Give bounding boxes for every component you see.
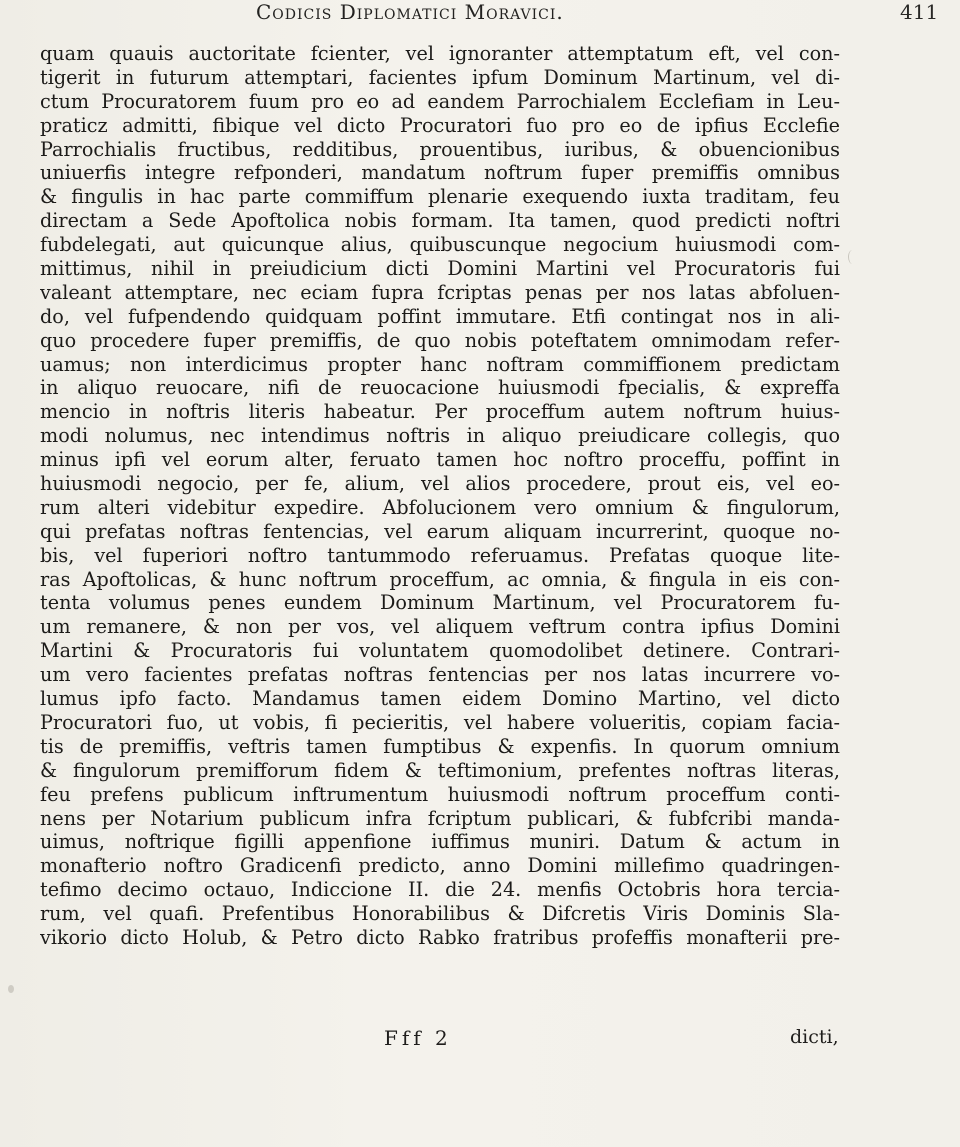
text-line: & fingulorum premifforum fidem & teftimonium, prefentes noftras literas, [40,758,840,782]
text-line: tenta volumus penes eundem Dominum Martinum, vel Procuratorem fu- [40,591,840,615]
text-line: uimus, noftrique figilli appenfione iuffimus muniri. Datum & actum in [40,830,840,854]
text-line: praticz admitti, fibique vel dicto Procuratori fuo pro eo de ipfius Ecclefie [40,113,840,137]
text-line: lumus ipfo facto. Mandamus tamen eidem Domino Martino, vel dicto [40,687,840,711]
text-line: vikorio dicto Holub, & Petro dicto Rabko fratribus profeffis monafterii pre- [40,925,840,949]
text-line: nens per Notarium publicum infra fcriptum publicari, & fubfcribi manda- [40,806,840,830]
text-line: directam a Sede Apoftolica nobis formam. Ita tamen, quod predicti noftri [40,209,840,233]
text-line: quo procedere fuper premiffis, de quo nobis poteftatem omnimodam refer- [40,328,840,352]
text-line: um remanere, & non per vos, vel aliquem veftrum contra ipfius Domini [40,615,840,639]
page-number: 411 [900,0,939,24]
body-text [40,42,840,950]
text-line: mencio in noftris literis habeatur. Per proceffum autem noftrum huius- [40,400,840,424]
text-line: ctum Procuratorem fuum pro eo ad eandem Parrochialem Ecclefiam in Leu- [40,89,840,113]
text-line: mittimus, nihil in preiudicium dicti Domini Martini vel Procuratoris fui [40,257,840,281]
text-line: uniuerfis integre refponderi, mandatum noftrum fuper premiffis omnibus [40,161,840,185]
text-line: do, vel fufpendendo quidquam poffint immutare. Etfi contingat nos in ali- [40,304,840,328]
text-line: um vero facientes prefatas noftras fentencias per nos latas incurrere vo- [40,663,840,687]
text-line: bis, vel fuperiori noftro tantummodo referuamus. Prefatas quoque lite- [40,543,840,567]
text-line: in aliquo reuocare, nifi de reuocacione huiusmodi fpecialis, & expreffa [40,376,840,400]
text-line: monafterio noftro Gradicenfi predicto, anno Domini millefimo quadringen- [40,854,840,878]
text-line: rum alteri videbitur expedire. Abfolucionem vero omnium & fingulorum, [40,495,840,519]
text-line: ras Apoftolicas, & hunc noftrum proceffum, ac omnia, & fingula in eis con- [40,567,840,591]
text-line: tigerit in futurum attemptari, facientes ipfum Dominum Martinum, vel di- [40,65,840,89]
text-line: huiusmodi negocio, per fe, alium, vel alios procedere, prout eis, vel eo- [40,472,840,496]
text-line: minus ipfi vel eorum alter, feruato tamen hoc noftro proceffu, poffint in [40,448,840,472]
text-line: modi nolumus, nec intendimus noftris in aliquo preiudicare collegis, quo [40,424,840,448]
text-line: tis de premiffis, veftris tamen fumptibus & expenfis. In quorum omnium [40,734,840,758]
paper-mark [848,250,857,264]
page-header [0,0,960,28]
catchword: dicti, [790,1026,839,1048]
text-line: & fingulis in hac parte commiffum plenarie exequendo iuxta traditam, feu [40,185,840,209]
text-line: rum, vel quafi. Prefentibus Honorabilibus & Difcretis Viris Dominis Sla- [40,902,840,926]
text-line: qui prefatas noftras fentencias, vel earum aliquam incurrerint, quoque no- [40,519,840,543]
text-line: tefimo decimo octauo, Indiccione II. die 24. menfis Octobris hora tercia- [40,878,840,902]
signature-mark: Fff 2 [384,1026,452,1050]
text-line: fubdelegati, aut quicunque alius, quibuscunque negocium huiusmodi com- [40,233,840,257]
text-line: Martini & Procuratoris fui voluntatem quomodolibet detinere. Contrari- [40,639,840,663]
text-line: valeant attemptare, nec eciam fupra fcriptas penas per nos latas abfoluen- [40,280,840,304]
text-line: feu prefens publicum inftrumentum huiusmodi noftrum proceffum conti- [40,782,840,806]
text-line: Parrochialis fructibus, redditibus, prouentibus, iuribus, & obuencionibus [40,137,840,161]
running-head: Codicis Diplomatici Moravici. [256,0,564,24]
text-line: Procuratori fuo, ut vobis, fi pecieritis, vel habere volueritis, copiam facia- [40,710,840,734]
paper-speck [8,985,14,993]
text-line: quam quauis auctoritate fcienter, vel ignoranter attemptatum eft, vel con- [40,42,840,65]
text-line: uamus; non interdicimus propter hanc noftram commiffionem predictam [40,352,840,376]
